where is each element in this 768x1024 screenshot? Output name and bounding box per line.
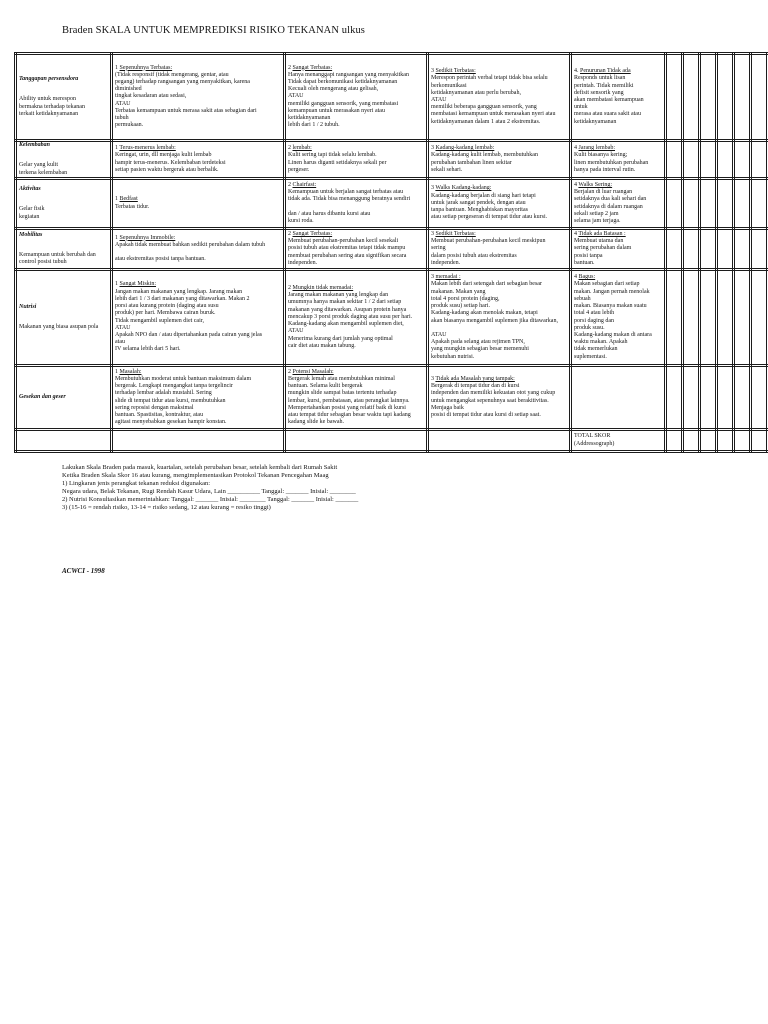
category-description: Kemampuan untuk berubah dan control posisi tubuh [19,251,96,266]
level-title: Tidak ada Batasan : [578,230,626,237]
level-title: Sangat Miskin: [119,281,157,288]
level-1-cell [112,179,285,229]
category-description: Makanan yang biasa asupan pola [19,324,99,330]
braden-scale-table [14,52,768,453]
level-title: Walks Sering: [578,181,613,188]
level-heading [288,65,425,72]
empty-cell [428,430,571,452]
level-heading [115,281,282,288]
level-3-cell [428,54,571,141]
level-title: Bedfast [119,196,138,203]
level-number: 3 [431,68,434,75]
level-heading [115,369,282,376]
level-4-cell [571,229,666,270]
level-number: 2 [288,64,291,71]
level-1-cell [112,54,285,141]
level-heading [431,376,568,383]
row-nutrition [16,270,768,366]
level-heading [115,145,282,152]
level-title: Kadang-kadang lembab: [435,145,495,152]
category-description: Ability untuk merespon bermakna terhadap tekanan terkait ketidaknyamanan [19,96,85,117]
level-1-cell [112,270,285,366]
level-2-cell [285,229,428,270]
score-cell [666,179,683,229]
row-mobility [16,229,768,270]
level-number: 2 [288,181,291,188]
level-number: 3 [431,274,434,281]
level-number: 3 [431,145,434,152]
level-3-cell [428,179,571,229]
row-moisture [16,141,768,179]
score-cell [683,366,700,430]
level-description: Kemampuan untuk berjalan sangat terbatas atau tidak ada. Tidak bisa menanggung beratnya sendiri dan / atau harus dibantu kursi atau kursi roda. [288,189,411,224]
level-title: Sedikit Terbatas: [435,230,476,237]
level-3-cell [428,366,571,430]
score-cell [734,229,751,270]
score-cell [734,179,751,229]
page-title: Braden SKALA UNTUK MEMPREDIKSI RISIKO TEKANAN ulkus [62,25,365,36]
level-4-cell [571,366,666,430]
row-sensory-perception [16,54,768,141]
level-number: 3 [431,185,434,192]
level-2-cell [285,366,428,430]
score-cell [751,270,768,366]
level-description: Responds untuk lisan perintah. Tidak memiliki defisit sensorik yang akan membatasi kemampuan untuk merasa atau suara sakit atau ketidaknyamanan [574,75,644,125]
level-3-cell [428,141,571,179]
level-number: 1 [115,196,118,203]
level-1-cell [112,229,285,270]
score-cell [717,54,734,141]
level-description: Membuat perubahan-perubahan kecil sesekali posisi tubuh atau ekstremitas tetapi tidak mampu membuat perubahan sering atau signifikan secara independen. [288,238,407,266]
level-description: Makan sebagian dari setiap makan. Jangan pernah menolak sebuah makan. Biasanya makan suatu total 4 atau lebih porsi daging dan produk susu. Kadang-kadang makan di antara waktu makan. Apakah tidak memerlukan suplementasi. [574,281,652,360]
level-description: Merespon perintah verbal tetapi tidak bisa selalu berkomunikasi ketidaknyamanan atau perlu berubah, ATAU memiliki beberapa gangguan sensorik, yang membatasi kemampuan untuk merasakan nyeri atau ketidaknyamanan dalam 1 atau 2 ekstremitas. [431,75,556,125]
instruction-note: 2) Nutrisi Konsultasikan memerintahkan: Tanggal: _______ Inisial: ________ Tanggal: _______ Inisial: _______ [62,496,359,503]
category-cell [16,141,112,179]
total-score-cell [571,430,666,452]
level-heading [115,235,282,242]
level-number: 1 [115,145,118,152]
level-number: 3 [431,375,434,382]
level-4-cell [571,54,666,141]
category-cell [16,270,112,366]
score-cell [683,229,700,270]
score-cell [700,366,717,430]
level-title: Walks Kadang-kadang: [435,185,492,192]
score-cell [751,179,768,229]
score-cell [751,141,768,179]
instruction-note: 3) (15-16 = rendah risiko, 13-14 = risiko sedang, 12 atau kurang = resiko tinggi) [62,504,271,511]
score-cell [751,366,768,430]
level-1-cell [112,141,285,179]
score-cell [700,141,717,179]
score-cell [734,430,751,452]
category-cell [16,54,112,141]
level-description: Berjalan di luar ruangan setidaknya dua kali sehari dan setidaknya di dalam ruangan sekali setiap 2 jam selama jam terjaga. [574,189,647,224]
level-description: Bergerak di tempat tidur dan di kursi independen dan memiliki kekuatan otot yang cukup untuk mengangkat sepenuhnya saat berakitivitas. Menjaga baik posisi di tempat tidur atau kursi di setiap saat. [431,383,556,418]
level-number: 4 [574,145,577,152]
instruction-note: Ketika Braden Skala Skor 16 atau kurang, mengimplementasikan Protokol Tekanan Pencegahan Maag [62,472,329,479]
level-2-cell [285,179,428,229]
level-3-cell [428,270,571,366]
level-heading [574,68,663,75]
level-heading [288,369,425,376]
level-title: Terus-menerus lembab: [119,145,176,152]
level-number: 1 [115,64,118,71]
score-cell [751,430,768,452]
level-title: Mungkin tidak memadai: [292,285,354,292]
level-title: Bagus: [578,274,596,281]
level-description: Jangan makan makanan yang lengkap. Jarang makan lebih dari 1 / 3 dari makanan yang ditawarkan. Makan 2 porsi atau kurang protein (daging atau susu produk) per hari. Membawa cairan buruk. Tidak mengambil suplemen diet cair, ATAU Apakah NPO dan / atau dipertahankan pada cairan yang jelas atau IV selama lebih dari 5 hari. [115,288,263,353]
level-heading [115,196,282,203]
row-friction-shear [16,366,768,430]
category-description: Gelar yang kulit terkena kelembaban [19,162,68,176]
level-heading [574,231,663,238]
level-heading [574,145,663,152]
score-cell [717,366,734,430]
category-label: Aktivitas [19,186,41,193]
addressograph-label: (Addressograph) [574,440,615,447]
level-heading [288,231,425,238]
empty-cell [112,430,285,452]
level-number: 2 [288,368,291,375]
level-description: Makan lebih dari setengah dari sebagian besar makanan. Makan yang total 4 porsi protein (daging, produk susu) setiap hari. Kadang-kadang akan menolak makan, tetapi akan biasanya mengambil suplemen jika ditawarkan, ATAU Apakah pada selang atau rejimen TPN, yang mungkin sebagian besar memenuhi kebutuhan nutrisi. [431,281,558,360]
level-title: lembab: [292,145,312,152]
instruction-note: 1) Lingkaran jenis perangkat tekanan reduksi digunakan: [62,480,211,487]
level-number: 4 [574,230,577,237]
level-description: Hanya menanggapi rangsangan yang menyakitkan Tidak dapat berkomunikasi ketidaknyamanan Kecuali oleh mengerang atau gelisah, ATAU memiliki gangguan sensorik, yang membatasi kemampuan untuk merasakan nyeri atau ketidaknyamanan lebih dari 1 / 2 tubuh. [288,71,409,129]
level-heading [574,274,663,281]
score-cell [666,270,683,366]
score-cell [666,229,683,270]
score-cell [683,54,700,141]
level-title: Tidak ada Masalah yang tampak: [435,375,515,382]
level-title: Jarang lembab: [578,145,615,152]
score-cell [683,179,700,229]
score-cell [717,270,734,366]
level-description: Jarang makan makanan yang lengkap dan umumnya hanya makan sekitar 1 / 2 dari setiap makanan yang ditawarkan. Asupan protein hanya mencakup 3 porsi produk daging atau susu per hari. Kadang-kadang akan mengambil suplemen diet, ATAU Menerima kurang dari jumlah yang optimal cair diet atau makan tabung. [288,292,413,349]
level-heading [288,285,425,292]
score-cell [700,270,717,366]
level-number: 2 [288,285,291,292]
level-heading [574,182,663,189]
level-4-cell [571,270,666,366]
level-heading [431,68,568,75]
empty-cell [16,430,112,452]
score-cell [751,54,768,141]
level-2-cell [285,54,428,141]
category-description: Gelar fisik kegiatan [19,206,45,220]
level-heading [431,231,568,238]
score-cell [700,54,717,141]
level-number: 3 [431,230,434,237]
level-title: Sepenuhnya Terbatas: [119,64,173,71]
score-cell [700,430,717,452]
score-cell [683,141,700,179]
category-label: Kelembaban [19,142,50,149]
category-cell [16,366,112,430]
level-number: 1 [115,234,118,241]
score-cell [751,229,768,270]
level-1-cell [112,366,285,430]
score-cell [717,179,734,229]
level-description: Kadang-kadang kulit lembab, membutuhkan perubahan tambahan linen sekitar sekali sehari. [431,152,538,173]
level-3-cell [428,229,571,270]
category-cell [16,229,112,270]
level-title: Sedikit Terbatas: [435,68,476,75]
empty-cell [285,430,428,452]
level-heading [288,145,425,152]
category-label: Gesekan dan geser [19,393,66,400]
level-description: Membutuhkan moderat untuk bantuan maksimum dalam bergerak. Lengkapi mengangkat tanpa tergelincir terhadap lembar adalah mustahil. Sering slide di tempat tidur atau kursi, membutuhkan sering reposisi dengan maksimal bantuan. Spastisitas, kontraktur, atau agitasi menyebabkan gesekan hampir konstan. [115,375,252,426]
level-4-cell [571,179,666,229]
row-activity [16,179,768,229]
level-heading [431,274,568,281]
level-description: Kadang-kadang berjalan di siang hari tetapi untuk jarak sangat pendek, dengan atau tanpa bantuan. Menghabiskan mayoritas atau setiap pergeseran di tempat tidur atau kursi. [431,192,548,221]
score-cell [734,141,751,179]
level-title: Chairfast: [292,181,317,188]
score-cell [717,430,734,452]
score-cell [683,430,700,452]
level-number: 1 [115,281,118,288]
level-2-cell [285,270,428,366]
form-code: ACWCI - 1998 [62,567,105,575]
score-cell [666,54,683,141]
level-description: Membuat utama dan sering perubahan dalam posisi tanpa bantuan. [574,238,632,266]
level-title: Sangat Terbatas: [292,64,333,71]
level-heading [288,182,425,189]
level-number: 4. [574,68,579,75]
level-heading [431,185,568,192]
category-cell [16,179,112,229]
level-description: Apakah tidak membuat bahkan sedikit perubahan dalam tubuh atau ekstremitas posisi tanpa bantuan. [115,241,266,263]
level-description: Bergerak lemah atau membutuhkan minimal bantuan. Selama kulit bergerak mungkin slide sampai batas tertentu terhadap lembar, kursi, pembatasan, atau perangkat lainnya. Mempertahankan posisi yang relatif baik di kursi atau tempat tidur sebagian besar waktu tapi kadang kadang slide ke bawah. [288,375,411,426]
level-title: Masalah: [119,368,142,375]
level-title: Penurunan Tidak ada [580,68,631,75]
score-cell [666,141,683,179]
level-title: Sepenuhnya Immobile: [119,234,176,241]
level-number: 4 [574,274,577,281]
level-description: Kulit sering tapi tidak selalu lembab. Linen harus diganti setidaknya sekali per pergeser. [288,152,387,173]
score-cell [666,430,683,452]
category-label: Nutrisi [19,303,37,310]
row-total [16,430,768,452]
level-title: Potensi Masalah: [292,368,334,375]
score-cell [717,229,734,270]
level-number: 1 [115,368,118,375]
level-number: 4 [574,181,577,188]
score-cell [717,141,734,179]
level-description: Keringat, urin, dll menjaga kulit lembab hampir terus-menerus. Kelembaban terdeteksi setiap pasien waktu bergerak atau berbalik. [115,152,226,173]
level-description: Kulit biasanya kering; linen membutuhkan perubahan hanya pada interval rutin. [574,152,649,173]
level-number: 2 [288,145,291,152]
total-score-label: TOTAL SKOR [574,433,611,440]
score-cell [683,270,700,366]
level-4-cell [571,141,666,179]
level-number: 2 [288,230,291,237]
level-description: Terbatas tidur. [115,203,150,210]
score-cell [734,366,751,430]
score-cell [700,229,717,270]
level-title: Sangat Terbatas: [292,230,333,237]
level-heading [431,145,568,152]
score-cell [700,179,717,229]
level-heading [115,65,282,72]
level-title: memadai : [435,274,461,281]
level-2-cell [285,141,428,179]
score-cell [666,366,683,430]
category-label: Tanggapan persensdora [19,76,79,83]
instruction-note: Negara udara, Belak Tekanan, Rugi Rendah Kasur Udara, Lain __________ Tanggal: _______ Inisial: ________ [62,488,356,495]
level-description: (Tidak responsif (tidak mengerang, gentar, atau pegang) terhadap rangsangan yang menyakitkan, karena diminished tingkat kesadaran atau sedasi, ATAU Terbatas kemampuan untuk merasa sakit atas sebagian dari tubuh permukaan. [115,71,257,129]
level-description: Membuat perubahan-perubahan kecil meskipun sering dalam posisi tubuh atau ekstremitas independen. [431,238,546,266]
score-cell [734,270,751,366]
category-label: Mobilitas [19,231,43,238]
instruction-note: Lakukan Skala Braden pada masuk, kuartalan, setelah perubahan besar, setelah kembali dari Rumah Sakit [62,464,338,471]
instruction-notes [62,464,358,512]
score-cell [734,54,751,141]
